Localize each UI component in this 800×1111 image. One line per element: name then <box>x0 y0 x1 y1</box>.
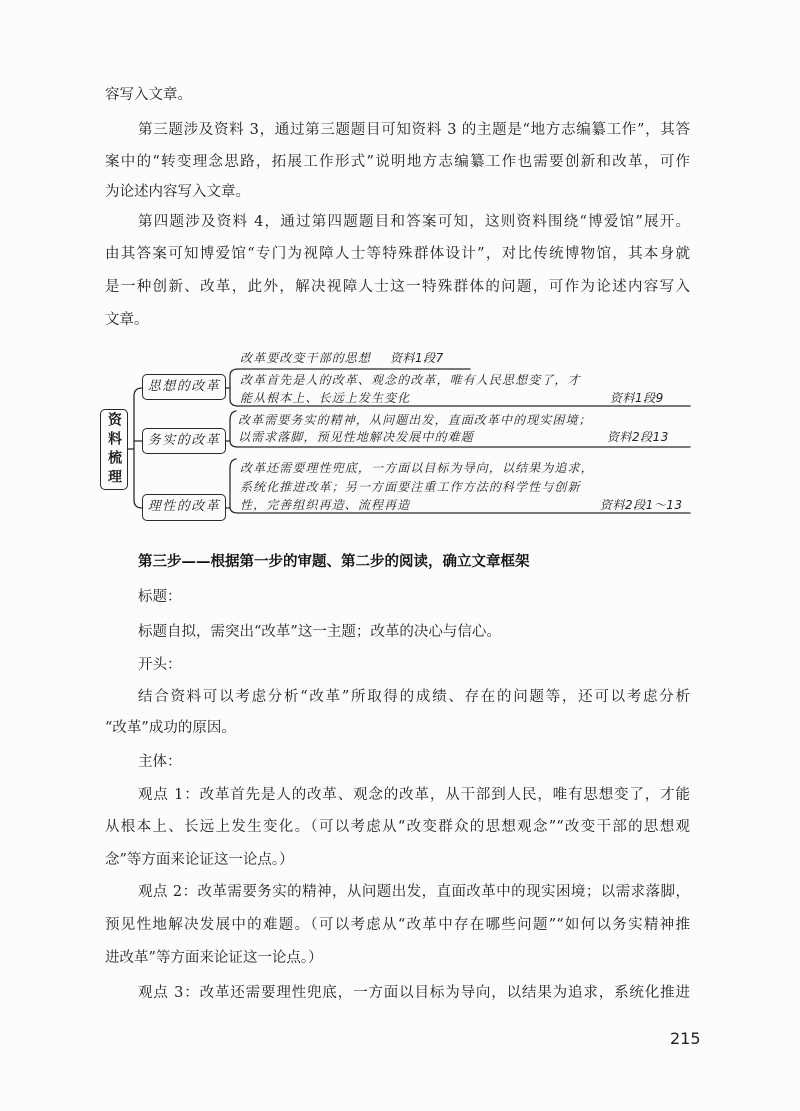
body-label: 主体： <box>138 754 182 770</box>
mindmap-item-source: 资料2段13 <box>607 430 669 444</box>
point-line: 念”等方面来论证这一论点。） <box>105 852 294 868</box>
mindmap-root <box>100 409 128 490</box>
mindmap-item-text: 改革要改变干部的思想 <box>240 351 372 365</box>
paragraph-line: 由其答案可知博爱馆“专门为视障人士等特殊群体设计”，对比传统博物馆，其本身就 <box>105 246 690 262</box>
mindmap-item-source: 资料1段7 <box>390 351 444 365</box>
mindmap-item-text: 能从根本上、长远上发生变化 <box>240 391 411 405</box>
point-line: 从根本上、长远上发生变化。（可以考虑从“改变群众的思想观念”“改变干部的思想观 <box>105 819 690 835</box>
paragraph-line: 文章。 <box>105 312 149 328</box>
root-bracket <box>134 388 142 508</box>
paragraph-line: 第三题涉及资料 3，通过第三题题目可知资料 3 的主题是“地方志编纂工作”，其答 <box>138 122 690 138</box>
mindmap-item-text: 性，完善组织再造、流程再造 <box>240 498 411 512</box>
mindmap-item-text: 以需求落脚，预见性地解决发展中的难题 <box>238 430 474 444</box>
mindmap-item-text: 改革需要务实的精神，从问题出发，直面改革中的现实困境； <box>238 413 592 427</box>
mindmap-item-text: 改革首先是人的改革、观念的改革，唯有人民思想变了，才 <box>240 373 581 387</box>
paragraph-line: 案中的“转变理念思路，拓展工作形式”说明地方志编纂工作也需要创新和改革，可作 <box>105 154 690 170</box>
opening-line: “改革”成功的原因。 <box>105 720 236 736</box>
paragraph-line: 容写入文章。 <box>105 87 192 103</box>
mindmap-item-text: 系统化推进改革；另一方面要注重工作方法的科学性与创新 <box>240 480 581 494</box>
mindmap-root-label: 资料梳理 <box>106 411 122 488</box>
branch2-bracket <box>230 411 238 447</box>
title-label: 标题： <box>138 589 182 605</box>
opening-line: 结合资料可以考虑分析“改革”所取得的成绩、存在的问题等，还可以考虑分析 <box>138 689 690 705</box>
point-line: 观点 3：改革还需要理性兜底，一方面以目标为导向，以结果为追求，系统化推进 <box>138 985 690 1001</box>
title-text: 标题自拟，需突出“改革”这一主题；改革的决心与信心。 <box>138 624 501 640</box>
branch-label-ideology: 思想的改革 <box>142 374 226 400</box>
point-line: 观点 2：改革需要务实的精神，从问题出发，直面改革中的现实困境；以需求落脚， <box>138 884 690 900</box>
paragraph-line: 第四题涉及资料 4，通过第四题题目和答案可知，这则资料围绕“博爱馆”展开。 <box>138 214 690 230</box>
branch3-bracket <box>230 459 238 513</box>
opening-label: 开头： <box>138 657 182 673</box>
point-line: 观点 1：改革首先是人的改革、观念的改革，从干部到人民，唯有思想变了，才能 <box>138 787 690 803</box>
mindmap-item-source: 资料1段9 <box>610 391 664 405</box>
branch-label-pragmatic: 务实的改革 <box>142 428 226 454</box>
step3-heading: 第三步——根据第一步的审题、第二步的阅读，确立文章框架 <box>138 553 530 570</box>
paragraph-line: 为论述内容写入文章。 <box>105 184 250 200</box>
point-line: 进改革”等方面来论证这一论点。） <box>105 950 323 966</box>
branch1-bracket <box>230 369 238 406</box>
mindmap-item-text: 改革还需要理性兜底，一方面以目标为导向，以结果为追求， <box>240 461 594 475</box>
page-number: 215 <box>670 1029 701 1048</box>
mindmap-item-source: 资料2段1～13 <box>600 498 683 512</box>
branch-label-rational: 理性的改革 <box>142 494 226 521</box>
paragraph-line: 是一种创新、改革，此外，解决视障人士这一特殊群体的问题，可作为论述内容写入 <box>105 279 690 295</box>
point-line: 预见性地解决发展中的难题。（可以考虑从“改革中存在哪些问题”“如何以务实精神推 <box>105 917 690 933</box>
